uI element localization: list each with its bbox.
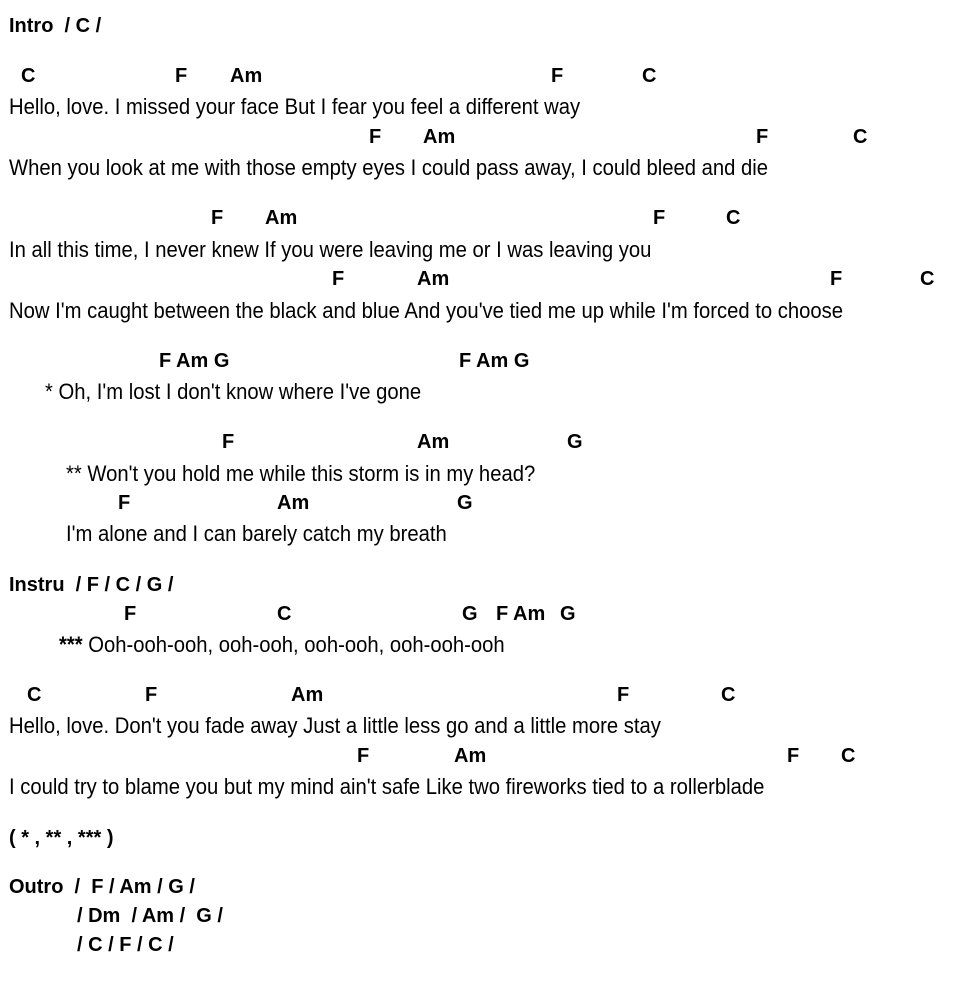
lyric-line: Hello, love. I missed your face But I fear you feel a different way (9, 94, 581, 119)
lyric-line (59, 634, 505, 656)
chord: G (560, 603, 576, 625)
chord: G (457, 492, 473, 514)
lyric-line: * Oh, I'm lost I don't know where I've gone (45, 379, 422, 404)
chord: Am (454, 745, 487, 767)
lyric-line: In all this time, I never knew If you were leaving me or I was leaving you (9, 237, 652, 262)
lyric-line: Hello, love. Don't you fade away Just a little less go and a little more stay (9, 713, 661, 738)
chord: Am (423, 126, 456, 148)
chord: Am (417, 268, 450, 290)
chord: Am (291, 684, 324, 706)
chord: C (726, 207, 741, 229)
intro-line: Intro / C / (9, 15, 102, 37)
lyric-line: Now I'm caught between the black and blue And you've tied me up while I'm forced to choose (9, 298, 844, 323)
chord: F (653, 207, 666, 229)
chord: F (756, 126, 769, 148)
chord: Am (417, 431, 450, 453)
chord: F (124, 603, 137, 625)
chord: F (118, 492, 131, 514)
lyric-line: When you look at me with those empty eyes I could pass away, I could bleed and die (9, 155, 769, 180)
chord: F Am (496, 603, 546, 625)
chord: C (27, 684, 42, 706)
chord: C (642, 65, 657, 87)
chord: Am (277, 492, 310, 514)
chord: C (21, 65, 36, 87)
chord: F (787, 745, 800, 767)
section-marker: *** (59, 632, 83, 657)
chord: C (277, 603, 292, 625)
chord: C (853, 126, 868, 148)
chord: C (721, 684, 736, 706)
chord: F (617, 684, 630, 706)
chord: Am (230, 65, 263, 87)
chord: F (175, 65, 188, 87)
chord: C (841, 745, 856, 767)
outro-line-1: Outro / F / Am / G / (9, 876, 195, 898)
chord: F (332, 268, 345, 290)
chord: F (369, 126, 382, 148)
chord: F Am G (159, 350, 230, 372)
chord: Am (265, 207, 298, 229)
chord: F (830, 268, 843, 290)
lyric-line: I'm alone and I can barely catch my breath (66, 521, 447, 546)
outro-line-3: / C / F / C / (77, 934, 174, 956)
instrumental-line: Instru / F / C / G / (9, 574, 174, 596)
lyric-line: I could try to blame you but my mind ain't safe Like two fireworks tied to a rollerblade (9, 774, 765, 799)
lyric-line: ** Won't you hold me while this storm is in my head? (66, 461, 536, 486)
chord: G (462, 603, 478, 625)
chord: F (551, 65, 564, 87)
chord: F (211, 207, 224, 229)
chord: G (567, 431, 583, 453)
repeat-note: ( * , ** , *** ) (9, 827, 114, 849)
chord: F (145, 684, 158, 706)
chord: F (357, 745, 370, 767)
chord: F Am G (459, 350, 530, 372)
chord: F (222, 431, 235, 453)
lyric-text: Ooh-ooh-ooh, ooh-ooh, ooh-ooh, ooh-ooh-ooh (82, 632, 505, 657)
outro-line-2: / Dm / Am / G / (77, 905, 223, 927)
chord: C (920, 268, 935, 290)
